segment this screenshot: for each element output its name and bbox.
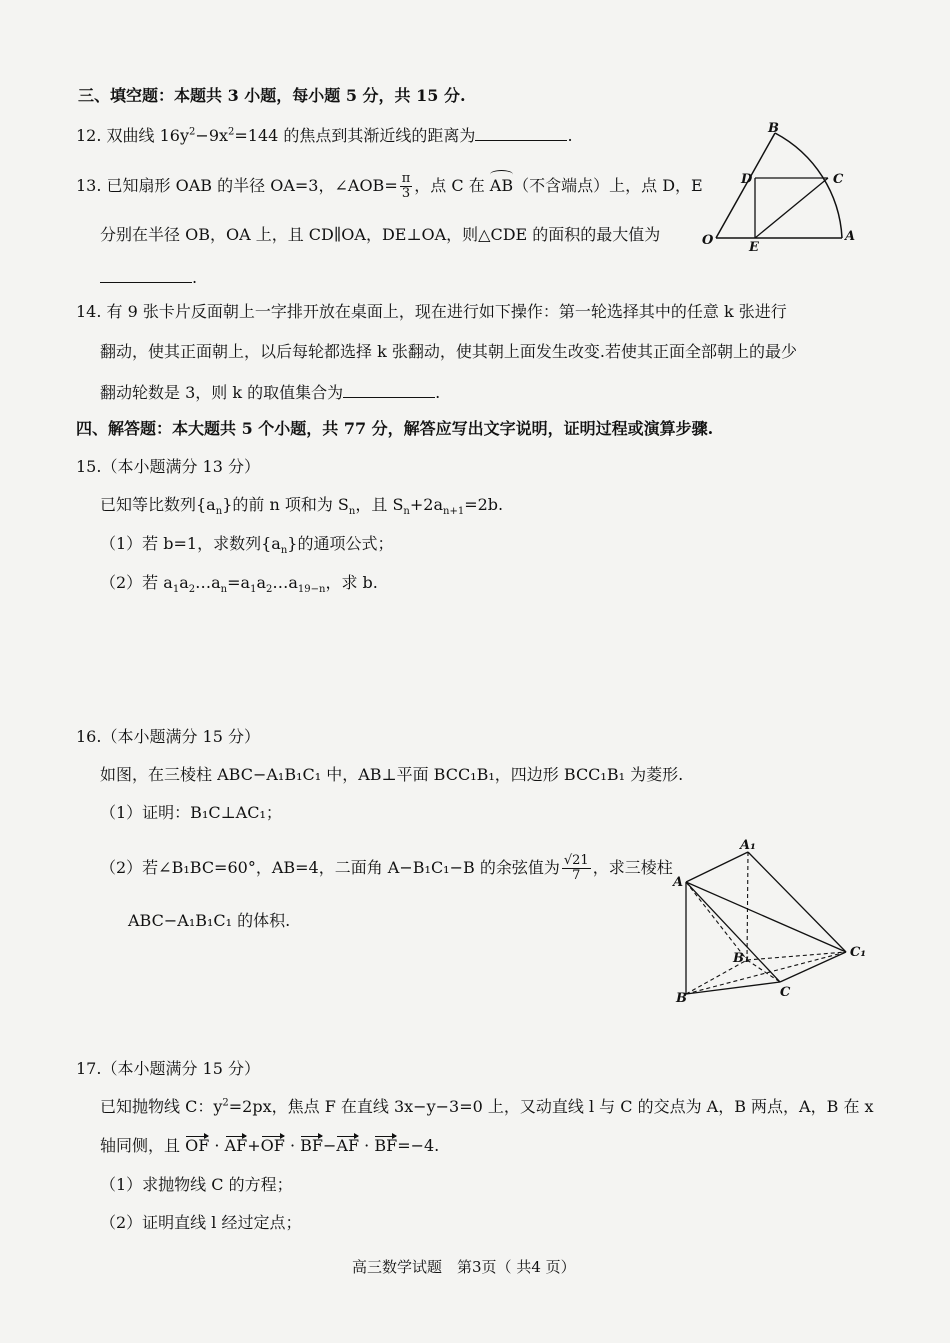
question-16-stem: 如图，在三棱柱 ABC−A₁B₁C₁ 中，AB⊥平面 BCC₁B₁，四边形 BCC₁B₁ 为菱形. [100, 765, 684, 784]
label-b1: B₁ [733, 951, 750, 966]
question-16-part-2-line-2: ABC−A₁B₁C₁ 的体积. [128, 911, 291, 930]
label-c: C [833, 172, 844, 187]
label-a: A [673, 875, 684, 890]
question-13-line-1: 13. 已知扇形 OAB 的半径 OA=3，∠AOB= $\frac{\pi}{3}$ ，点 C 在 AB（不含端点）上，点 D，E [76, 171, 703, 201]
prism-figure [670, 836, 870, 1006]
section-4-heading: 四、解答题：本大题共 5 个小题，共 77 分，解答应写出文字说明，证明过程或演算步骤. [76, 419, 714, 438]
question-14-line-1: 14. 有 9 张卡片反面朝上一字排开放在桌面上，现在进行如下操作：第一轮选择其中的任意 k 张进行 [76, 302, 787, 321]
label-o: O [702, 233, 714, 248]
question-13-line-3: . [100, 266, 197, 289]
answer-blank-14[interactable] [343, 381, 435, 398]
question-17-line-1: 已知抛物线 C：$y^2=2px$，焦点 F 在直线 3x−y−3=0 上，又动直线 l 与 C 的交点为 A，B 两点，A，B 在 x [100, 1097, 874, 1116]
question-17-line-2: 轴同侧，且 OF · AF+OF · BF−AF · BF=−4. [100, 1136, 440, 1155]
answer-blank-12[interactable] [475, 124, 567, 141]
question-17-title: 17.（本小题满分 15 分） [76, 1059, 260, 1078]
section-3-heading: 三、填空题：本题共 3 小题，每小题 5 分，共 15 分. [78, 86, 466, 105]
answer-blank-13[interactable] [100, 266, 192, 283]
label-c1: C₁ [850, 945, 867, 960]
question-17-part-2: （2）证明直线 l 经过定点； [100, 1213, 302, 1232]
question-14-line-3: 翻动轮数是 3，则 k 的取值集合为 . [100, 383, 441, 402]
sector-figure [700, 118, 870, 253]
question-12: 12. 双曲线 $16y^2-9x^2=144$ 的焦点到其渐近线的距离为 . [76, 126, 573, 145]
question-17-part-1: （1）求抛物线 C 的方程； [100, 1175, 293, 1194]
question-16-part-1: （1）证明：B₁C⊥AC₁； [100, 803, 282, 822]
label-b: B [676, 991, 687, 1006]
question-13-line-2: 分别在半径 OB，OA 上，且 CD∥OA，DE⊥OA，则△CDE 的面积的最大值为 [100, 225, 661, 244]
question-16-part-2: （2）若∠B₁BC=60°，AB=4，二面角 A−B₁C₁−B 的余弦值为 $\frac{√21}{7}$ ，求三棱柱 [100, 853, 673, 883]
question-15-title: 15.（本小题满分 13 分） [76, 457, 260, 476]
fraction-pi-over-3: $\frac{\pi}{3}$ [401, 171, 411, 201]
question-16-title: 16.（本小题满分 15 分） [76, 727, 260, 746]
question-14-line-2: 翻动，使其正面朝上，以后每轮都选择 k 张翻动，使其朝上面发生改变.若使其正面全部朝上的最少 [100, 342, 797, 361]
question-15-stem: 已知等比数列$\{a_n\}$的前 n 项和为 $S_n$，且 $S_n+2a_{n+1}=2b$. [100, 495, 504, 518]
fraction-sqrt21-over-7: $\frac{√21}{7}$ [563, 853, 589, 883]
label-e: E [749, 240, 759, 253]
label-b: B [768, 121, 779, 136]
question-15-part-2: （2）若 $a_1a_2\dots a_n=a_1a_2\dots a_{19-n}$，求 b. [100, 573, 378, 596]
arc-ab: AB [489, 176, 514, 195]
label-a: A [845, 229, 856, 244]
label-d: D [741, 172, 753, 187]
question-15-part-1: （1）若 b=1，求数列$\{a_n\}$的通项公式； [100, 534, 394, 557]
page-footer: 高三数学试题 第3页（ 共4 页） [352, 1258, 576, 1276]
label-a1: A₁ [740, 838, 756, 853]
label-c: C [780, 985, 791, 1000]
